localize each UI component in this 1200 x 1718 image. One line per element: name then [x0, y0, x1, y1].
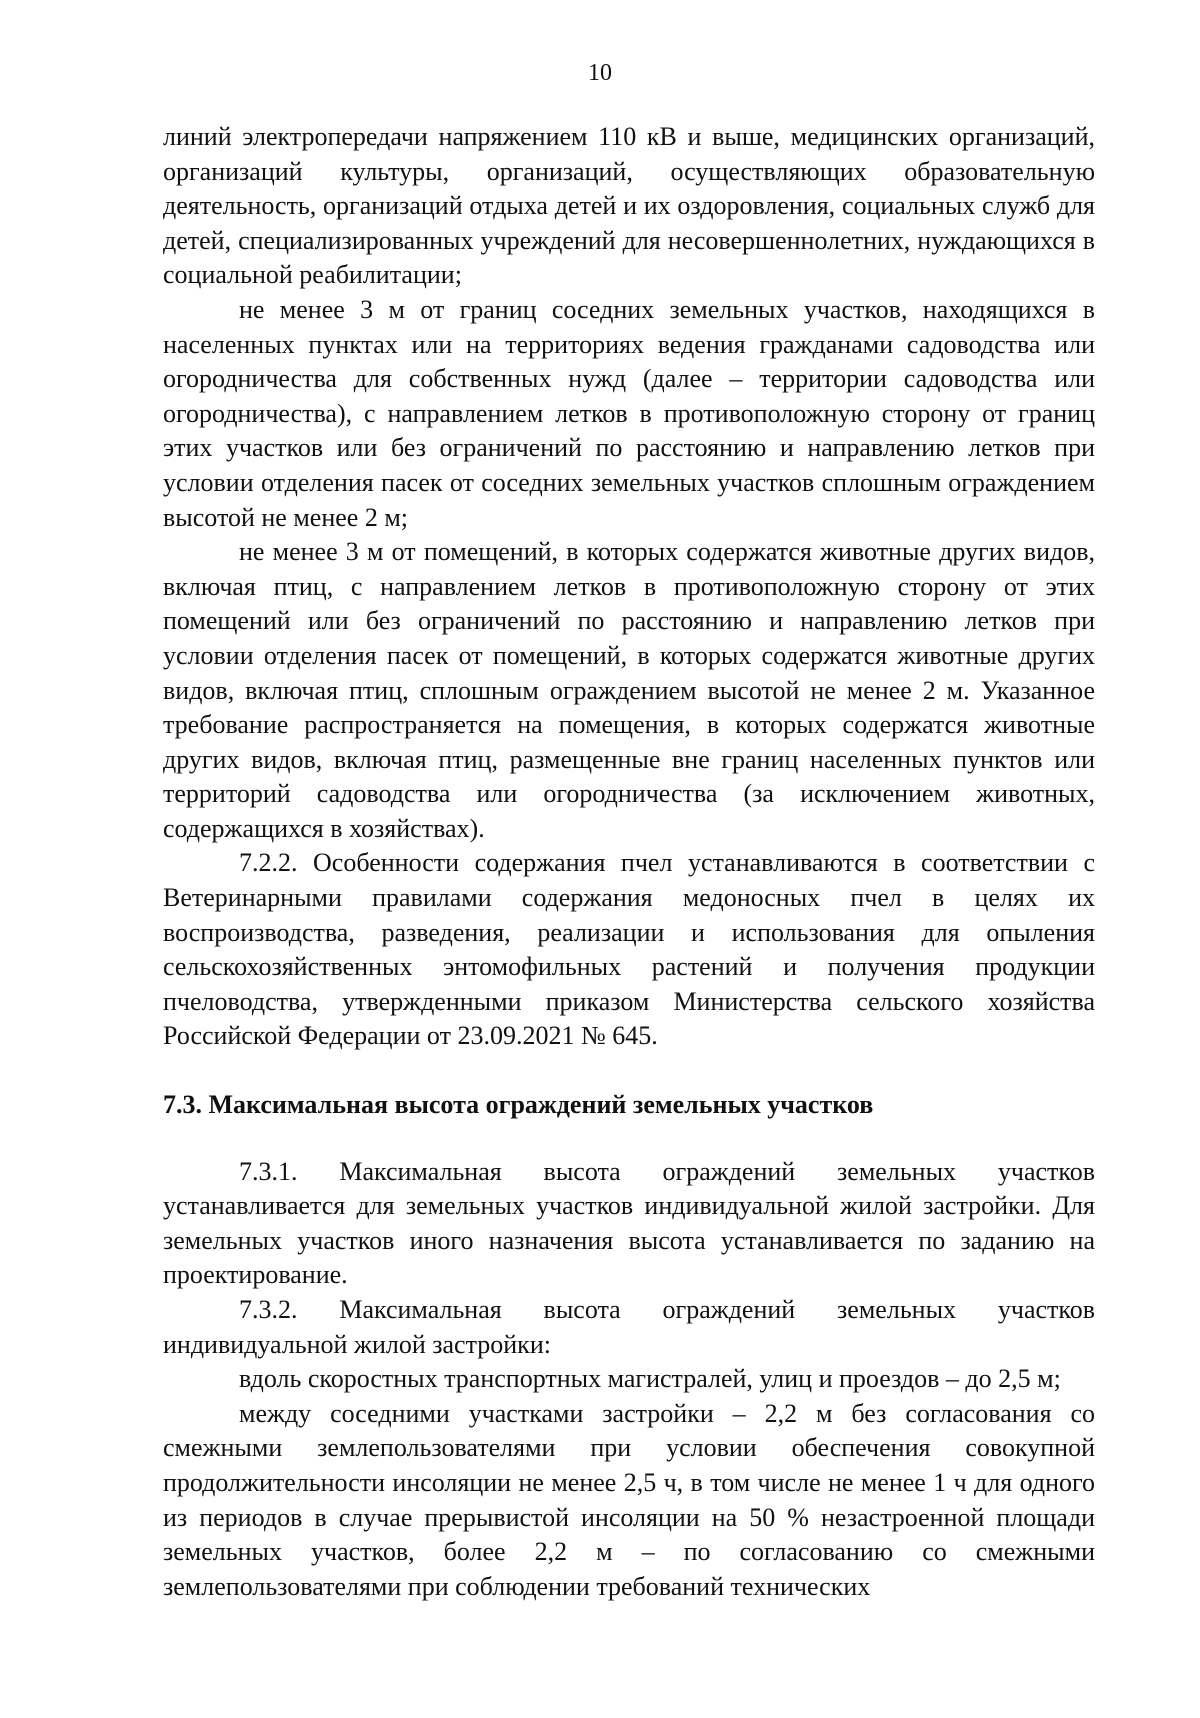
paragraph-along-roads: вдоль скоростных транспортных магистралей, улиц и проездов – до 2,5 м; [239, 1364, 1061, 1394]
paragraph-7-3-1: 7.3.1. Максимальная высота ограждений земельных участков устанавливается для земельных участков индивидуальной жилой застройки. Для земельных участков иного назначения высота устанавливается по заданию на проектирование. [163, 1156, 1095, 1290]
section-heading-7-3: 7.3. Максимальная высота ограждений земельных участков [163, 1090, 874, 1120]
document-body [163, 120, 1095, 1604]
paragraph-continuation: линий электропередачи напряжением 110 кВ и выше, медицинских организаций, организаций культуры, организаций, осуществляющих образовательную деятельность, организаций отдыха детей и их оздоровления, социальных служб для детей, специализированных учреждений для несовершеннолетних, нуждающихся в социальной реабилитации; [163, 122, 1095, 290]
page-number: 10 [588, 60, 612, 86]
paragraph-7-3-2: 7.3.2. Максимальная высота ограждений земельных участков индивидуальной жилой застройки: [163, 1295, 1095, 1359]
paragraph-between-plots: между соседними участками застройки – 2,2 м без согласования со смежными землепользователями при условии обеспечения совокупной продолжительности инсоляции не менее 2,5 ч, в том числе не менее 1 ч для одного из периодов в случае прерывистой инсоляции на 50 % незастроенной площади земельных участков, более 2,2 м – по согласованию со смежными землепользователями при соблюдении требований технических [163, 1398, 1095, 1601]
paragraph-neighbor-plots: не менее 3 м от границ соседних земельных участков, находящихся в населенных пунктах или на территориях ведения гражданами садоводства или огородничества для собственных нужд (далее – территории садоводства или огородничества), с направлением летков в противоположную сторону от границ этих участков или без ограничений по расстоянию и направлению летков при условии отделения пасек от соседних земельных участков сплошным ограждением высотой не менее 2 м; [163, 294, 1095, 532]
paragraph-7-2-2: 7.2.2. Особенности содержания пчел устанавливаются в соответствии с Ветеринарными правилами содержания медоносных пчел в целях их воспроизводства, разведения, реализации и использования для опыления сельскохозяйственных энтомофильных растений и получения продукции пчеловодства, утвержденными приказом Министерства сельского хозяйства Российской Федерации от 23.09.2021 № 645. [163, 848, 1095, 1051]
paragraph-animal-premises: не менее 3 м от помещений, в которых содержатся животные других видов, включая птиц, с направлением летков в противоположную сторону от этих помещений или без ограничений по расстоянию и направлению летков при условии отделения пасек от помещений, в которых содержатся животные других видов, включая птиц, сплошным ограждением высотой не менее 2 м. Указанное требование распространяется на помещения, в которых содержатся животные других видов, включая птиц, размещенные вне границ населенных пунктов или территорий садоводства или огородничества (за исключением животных, содержащихся в хозяйствах). [163, 537, 1095, 843]
